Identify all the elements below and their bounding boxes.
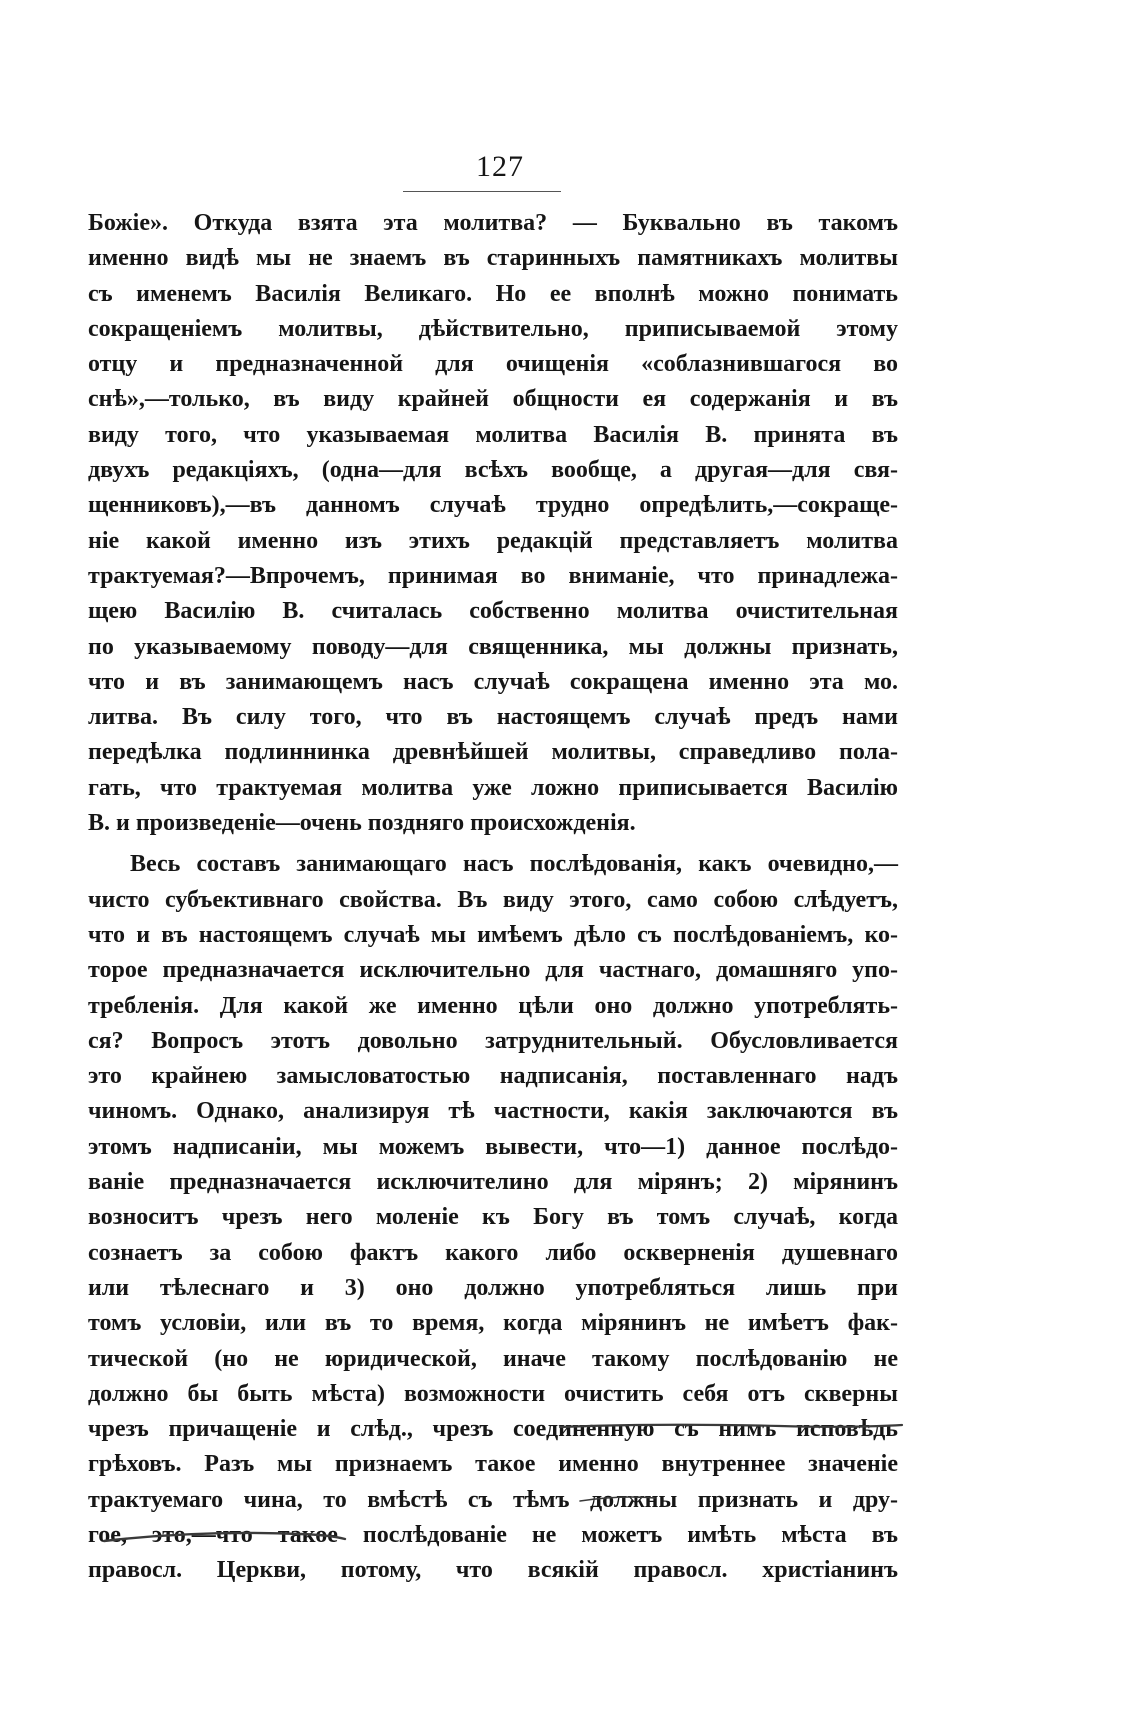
text-line: что и въ настоящемъ случаѣ мы имѣемъ дѣло съ послѣдованіемъ, ко-	[88, 921, 898, 948]
text-line: требленія. Для какой же именно цѣли оно должно употреблять-	[88, 992, 898, 1019]
text-line: ніе какой именно изъ этихъ редакцій представляетъ молитва	[88, 527, 898, 554]
page-number-rule	[403, 191, 561, 192]
text-line: передѣлка подлиннинка древнѣйшей молитвы, справедливо пола-	[88, 739, 898, 766]
text-line: сокращеніемъ молитвы, дѣйствительно, приписываемой этому	[88, 315, 898, 342]
text-line: что и въ занимающемъ насъ случаѣ сокращена именно эта мо.	[88, 668, 898, 695]
text-line: по указываемому поводу—для священника, мы должны признать,	[88, 633, 898, 660]
text-line: грѣховъ. Разъ мы признаемъ такое именно внутреннее значеніе	[88, 1451, 898, 1478]
text-line: отцу и предназначенной для очищенія «соблазнившагося во	[88, 351, 898, 378]
text-line: гое, это,—что такое послѣдованіе не можетъ имѣть мѣста въ	[88, 1521, 898, 1548]
paragraph-1	[88, 206, 898, 841]
text-line: В. и произведеніе—очень поздняго происхожденія.	[88, 810, 636, 837]
text-line: должно бы быть мѣста) возможности очистить себя отъ скверны	[88, 1380, 898, 1407]
text-line: это крайнею замысловатостью надписанія, поставленнаго надъ	[88, 1063, 898, 1090]
paragraph-2	[88, 847, 898, 1588]
text-line: ваніе предназначается исключителино для мірянъ; 2) мірянинъ	[88, 1169, 898, 1196]
text-line: именно видѣ мы не знаемъ въ старинныхъ памятникахъ молитвы	[88, 245, 898, 272]
text-line: этомъ надписаніи, мы можемъ вывести, что—1) данное послѣдо-	[88, 1133, 898, 1160]
body-text	[88, 206, 898, 1589]
text-line: виду того, что указываемая молитва Василія В. принята въ	[88, 421, 898, 448]
text-line: торое предназначается исключительно для частнаго, домашняго упо-	[88, 957, 898, 984]
text-line: съ именемъ Василія Великаго. Но ее вполнѣ можно понимать	[88, 280, 898, 307]
page-number: 127	[476, 150, 524, 183]
text-line: щею Василію В. считалась собственно молитва очистительная	[88, 598, 898, 625]
text-line: или тѣлеснаго и 3) оно должно употребляться лишь при	[88, 1274, 898, 1301]
text-line: щенниковъ),—въ данномъ случаѣ трудно опредѣлить,—сокраще-	[88, 492, 898, 519]
text-line: чиномъ. Однако, анализируя тѣ частности, какія заключаются въ	[88, 1098, 898, 1125]
text-line: возноситъ чрезъ него моленіе къ Богу въ томъ случаѣ, когда	[88, 1204, 898, 1231]
text-line: Божіе». Откуда взята эта молитва? — Буквально въ такомъ	[88, 210, 898, 236]
text-line: трактуемаго чина, то вмѣстѣ съ тѣмъ должны признать и дру-	[88, 1486, 898, 1513]
text-line: двухъ редакціяхъ, (одна—для всѣхъ вообще, а другая—для свя-	[88, 457, 898, 484]
text-line: гать, что трактуемая молитва уже ложно приписывается Василію	[88, 774, 898, 801]
text-line: трактуемая?—Впрочемъ, принимая во вниманіе, что принадлежа-	[88, 562, 898, 589]
text-line: ся? Вопросъ этотъ довольно затруднительный. Обусловливается	[88, 1027, 898, 1054]
text-line: правосл. Церкви, потому, что всякій правосл. христіанинъ	[88, 1557, 898, 1584]
text-line: сознаетъ за собою фактъ какого либо оскверненія душевнаго	[88, 1239, 898, 1266]
text-line: снѣ»,—только, въ виду крайней общности ея содержанія и въ	[88, 386, 898, 413]
text-line: литва. Въ силу того, что въ настоящемъ случаѣ предъ нами	[88, 704, 898, 731]
text-line: чисто субъективнаго свойства. Въ виду этого, само собою слѣдуетъ,	[88, 886, 898, 913]
text-line: томъ условіи, или въ то время, когда мірянинъ не имѣетъ фак-	[88, 1310, 898, 1337]
text-line: тической (но не юридической, иначе такому послѣдованію не	[88, 1345, 898, 1372]
text-line: Весь составъ занимающаго насъ послѣдованія, какъ очевидно,—	[130, 851, 898, 878]
text-line: чрезъ причащеніе и слѣд., чрезъ соединенную съ нимъ исповѣдь	[88, 1416, 898, 1443]
